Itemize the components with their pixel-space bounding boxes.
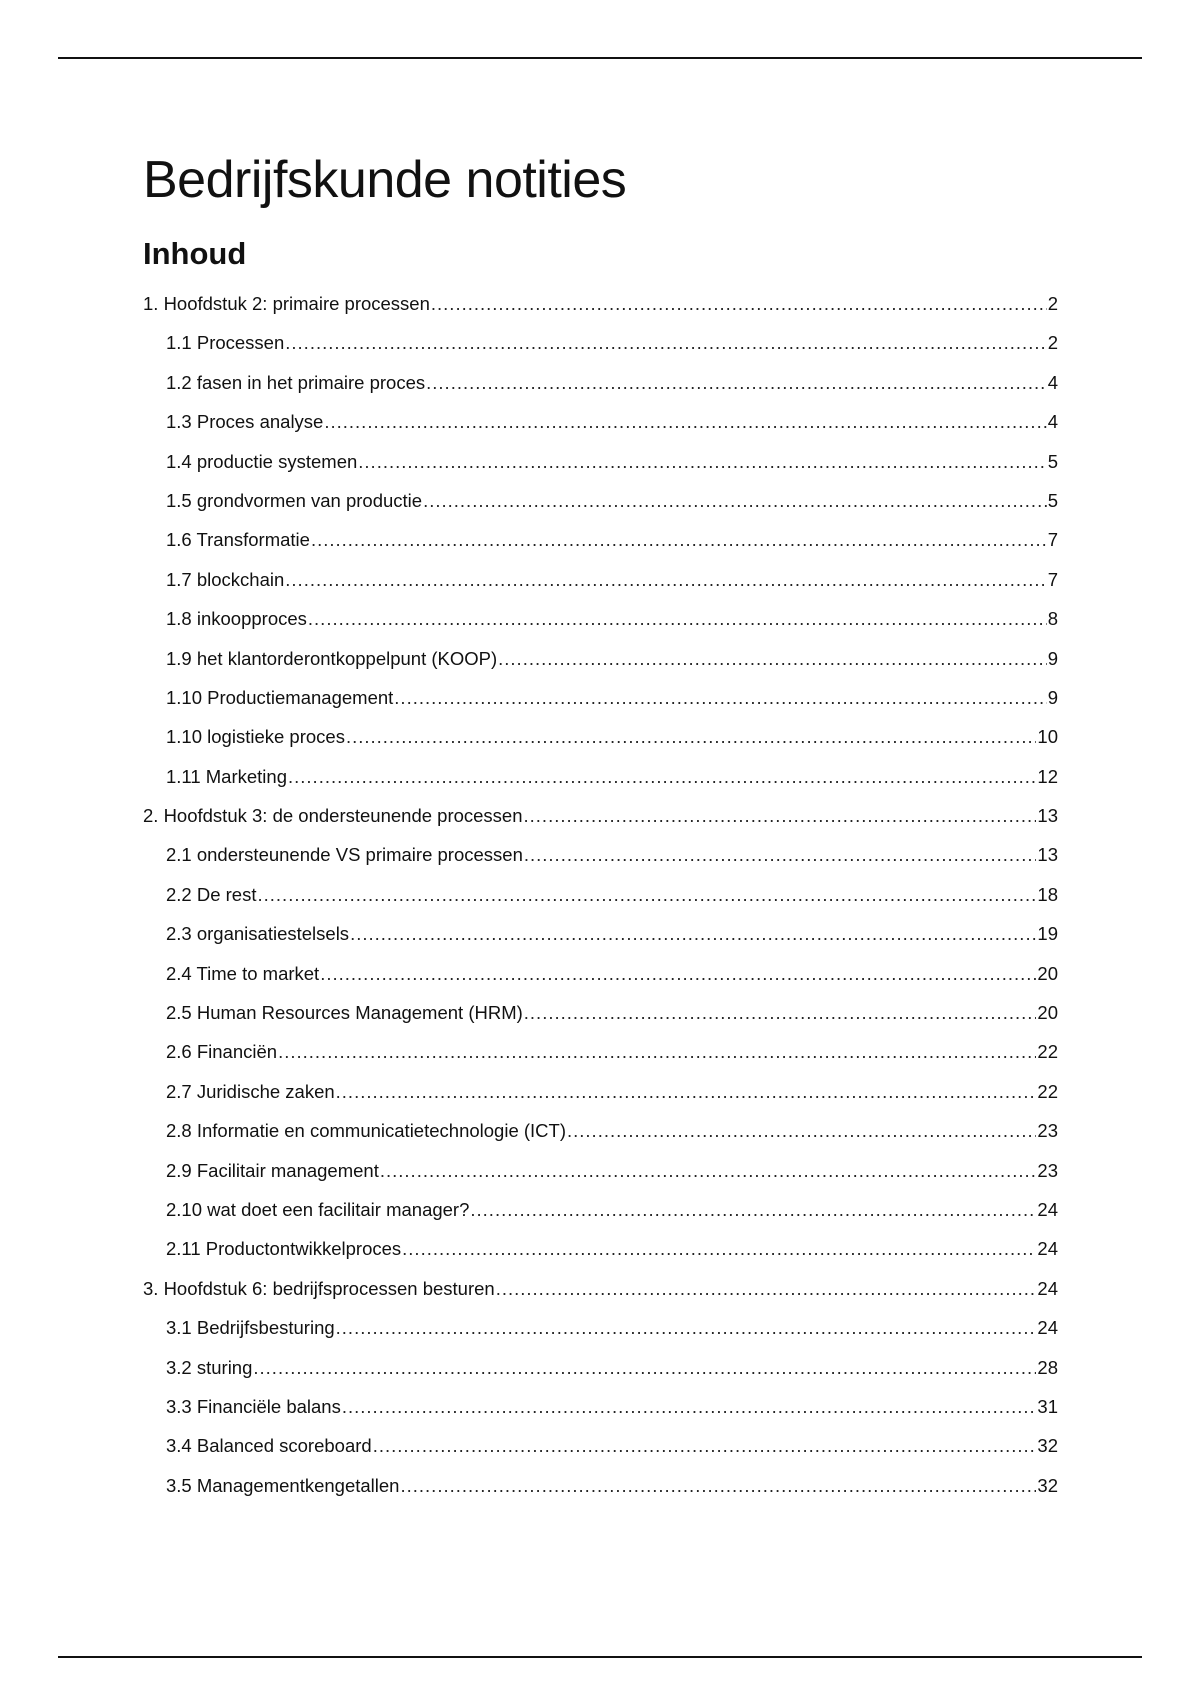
toc-entry-label: 1.7 blockchain [166, 568, 285, 590]
toc-section-entry[interactable] [143, 1348, 1058, 1387]
toc-entry-label: 3.4 Balanced scoreboard [166, 1435, 372, 1457]
toc-entry-label: 2.2 De rest [166, 883, 257, 905]
toc-section-entry[interactable] [143, 402, 1058, 441]
toc-dot-leader [498, 639, 1047, 678]
toc-entry-label: 2.9 Facilitair management [166, 1159, 379, 1181]
toc-dot-leader [346, 717, 1036, 756]
toc-entry-label: 1.2 fasen in het primaire proces [166, 371, 426, 393]
toc-section-entry[interactable] [143, 363, 1058, 402]
toc-dot-leader [320, 954, 1036, 993]
toc-entry-label: 2.3 organisatiestelsels [166, 923, 350, 945]
toc-entry-page-number: 24 [1037, 1238, 1058, 1260]
toc-entry-page-number: 5 [1047, 489, 1058, 511]
toc-entry-label: 3.5 Managementkengetallen [166, 1474, 400, 1496]
toc-dot-leader [324, 402, 1046, 441]
toc-dot-leader [253, 1348, 1036, 1387]
toc-entry-page-number: 32 [1037, 1474, 1058, 1496]
toc-section-entry[interactable] [143, 323, 1058, 362]
toc-entry-label: 1.8 inkoopproces [166, 608, 307, 630]
toc-entry-label: 3.2 sturing [166, 1356, 253, 1378]
document-body [143, 148, 1058, 1505]
toc-dot-leader [431, 284, 1047, 323]
toc-dot-leader [524, 835, 1037, 874]
toc-dot-leader [470, 1190, 1036, 1229]
toc-entry-page-number: 8 [1047, 608, 1058, 630]
toc-entry-label: 2.8 Informatie en communicatietechnologie (ICT) [166, 1120, 566, 1142]
toc-chapter-entry[interactable] [143, 1269, 1058, 1308]
toc-entry-label: 1.5 grondvormen van productie [166, 489, 423, 511]
toc-entry-label: 2.10 wat doet een facilitair manager? [166, 1198, 470, 1220]
toc-chapter-entry[interactable] [143, 796, 1058, 835]
toc-entry-page-number: 24 [1037, 1277, 1058, 1299]
header-rule [58, 57, 1142, 59]
toc-section-entry[interactable] [143, 835, 1058, 874]
toc-dot-leader [402, 1229, 1036, 1268]
toc-dot-leader [358, 442, 1046, 481]
toc-entry-page-number: 22 [1037, 1041, 1058, 1063]
toc-dot-leader [524, 993, 1037, 1032]
toc-entry-page-number: 7 [1047, 568, 1058, 590]
toc-dot-leader [496, 1269, 1037, 1308]
toc-entry-label: 3. Hoofdstuk 6: bedrijfsprocessen besturen [143, 1277, 495, 1299]
toc-section-entry[interactable] [143, 993, 1058, 1032]
toc-entry-page-number: 24 [1037, 1317, 1058, 1339]
toc-section-entry[interactable] [143, 1387, 1058, 1426]
toc-section-entry[interactable] [143, 1466, 1058, 1505]
toc-entry-label: 1.6 Transformatie [166, 529, 310, 551]
toc-entry-page-number: 22 [1037, 1080, 1058, 1102]
toc-entry-label: 3.3 Financiële balans [166, 1395, 341, 1417]
toc-entry-label: 1.1 Processen [166, 332, 285, 354]
toc-section-entry[interactable] [143, 442, 1058, 481]
toc-entry-page-number: 12 [1037, 765, 1058, 787]
toc-entry-label: 1.3 Proces analyse [166, 411, 324, 433]
toc-dot-leader [258, 875, 1037, 914]
toc-section-entry[interactable] [143, 1229, 1058, 1268]
toc-entry-page-number: 20 [1037, 1002, 1058, 1024]
toc-section-entry[interactable] [143, 717, 1058, 756]
toc-section-entry[interactable] [143, 914, 1058, 953]
toc-entry-page-number: 9 [1047, 686, 1058, 708]
document-title: Bedrijfskunde notities [143, 151, 627, 209]
toc-entry-label: 3.1 Bedrijfsbesturing [166, 1317, 335, 1339]
toc-entry-label: 2.7 Juridische zaken [166, 1080, 335, 1102]
footer-rule [58, 1656, 1142, 1658]
toc-section-entry[interactable] [143, 481, 1058, 520]
toc-section-entry[interactable] [143, 1308, 1058, 1347]
toc-entry-page-number: 2 [1047, 332, 1058, 354]
toc-entry-page-number: 24 [1037, 1198, 1058, 1220]
toc-entry-label: 1. Hoofdstuk 2: primaire processen [143, 293, 430, 314]
toc-dot-leader [400, 1466, 1036, 1505]
toc-entry-label: 2.4 Time to market [166, 962, 320, 984]
toc-dot-leader [336, 1072, 1037, 1111]
toc-dot-leader [524, 796, 1037, 835]
toc-entry-label: 1.10 Productiemanagement [166, 686, 394, 708]
toc-section-entry[interactable] [143, 954, 1058, 993]
toc-section-entry[interactable] [143, 520, 1058, 559]
toc-dot-leader [426, 363, 1047, 402]
toc-dot-leader [380, 1151, 1037, 1190]
toc-entry-label: 2.6 Financiën [166, 1041, 278, 1063]
toc-dot-leader [285, 323, 1046, 362]
toc-entry-page-number: 19 [1037, 923, 1058, 945]
toc-entry-page-number: 20 [1037, 962, 1058, 984]
toc-entry-page-number: 28 [1037, 1356, 1058, 1378]
toc-entry-page-number: 9 [1047, 647, 1058, 669]
toc-section-entry[interactable] [143, 639, 1058, 678]
toc-section-entry[interactable] [143, 757, 1058, 796]
toc-dot-leader [285, 560, 1046, 599]
toc-entry-page-number: 7 [1047, 529, 1058, 551]
toc-dot-leader [278, 1032, 1036, 1071]
toc-heading: Inhoud [143, 236, 247, 271]
toc-entry-page-number: 23 [1037, 1120, 1058, 1142]
toc-entry-page-number: 4 [1047, 371, 1058, 393]
toc-section-entry[interactable] [143, 678, 1058, 717]
toc-dot-leader [288, 757, 1036, 796]
toc-entry-label: 1.10 logistieke proces [166, 726, 345, 748]
toc-dot-leader [423, 481, 1047, 520]
toc-entry-page-number: 13 [1037, 805, 1058, 827]
toc-section-entry[interactable] [143, 1151, 1058, 1190]
toc-dot-leader [350, 914, 1036, 953]
toc-entry-label: 1.11 Marketing [166, 765, 287, 787]
toc-dot-leader [373, 1426, 1037, 1465]
toc-entry-page-number: 31 [1037, 1395, 1058, 1417]
toc-entry-page-number: 23 [1037, 1159, 1058, 1181]
toc-entry-page-number: 4 [1047, 411, 1058, 433]
toc-section-entry[interactable] [143, 875, 1058, 914]
toc-section-entry[interactable] [143, 1426, 1058, 1465]
table-of-contents [143, 284, 1058, 1505]
toc-section-entry[interactable] [143, 1111, 1058, 1150]
toc-section-entry[interactable] [143, 1032, 1058, 1071]
toc-section-entry[interactable] [143, 560, 1058, 599]
toc-entry-page-number: 10 [1037, 726, 1058, 748]
toc-chapter-entry[interactable] [143, 284, 1058, 323]
toc-entry-label: 1.9 het klantorderontkoppelpunt (KOOP) [166, 647, 498, 669]
toc-dot-leader [311, 520, 1047, 559]
toc-entry-page-number: 32 [1037, 1435, 1058, 1457]
toc-entry-page-number: 13 [1037, 844, 1058, 866]
toc-entry-page-number: 18 [1037, 883, 1058, 905]
toc-section-entry[interactable] [143, 1072, 1058, 1111]
toc-entry-page-number: 5 [1047, 450, 1058, 472]
toc-dot-leader [336, 1308, 1037, 1347]
toc-section-entry[interactable] [143, 599, 1058, 638]
toc-entry-label: 2.11 Productontwikkelproces [166, 1238, 402, 1260]
toc-dot-leader [394, 678, 1046, 717]
toc-entry-label: 1.4 productie systemen [166, 450, 358, 472]
toc-dot-leader [567, 1111, 1036, 1150]
toc-entry-label: 2.1 ondersteunende VS primaire processen [166, 844, 523, 866]
toc-entry-label: 2. Hoofdstuk 3: de ondersteunende processen [143, 805, 523, 827]
toc-dot-leader [308, 599, 1047, 638]
toc-entry-page-number: 2 [1047, 293, 1058, 314]
toc-entry-label: 2.5 Human Resources Management (HRM) [166, 1002, 523, 1024]
toc-section-entry[interactable] [143, 1190, 1058, 1229]
toc-dot-leader [342, 1387, 1037, 1426]
